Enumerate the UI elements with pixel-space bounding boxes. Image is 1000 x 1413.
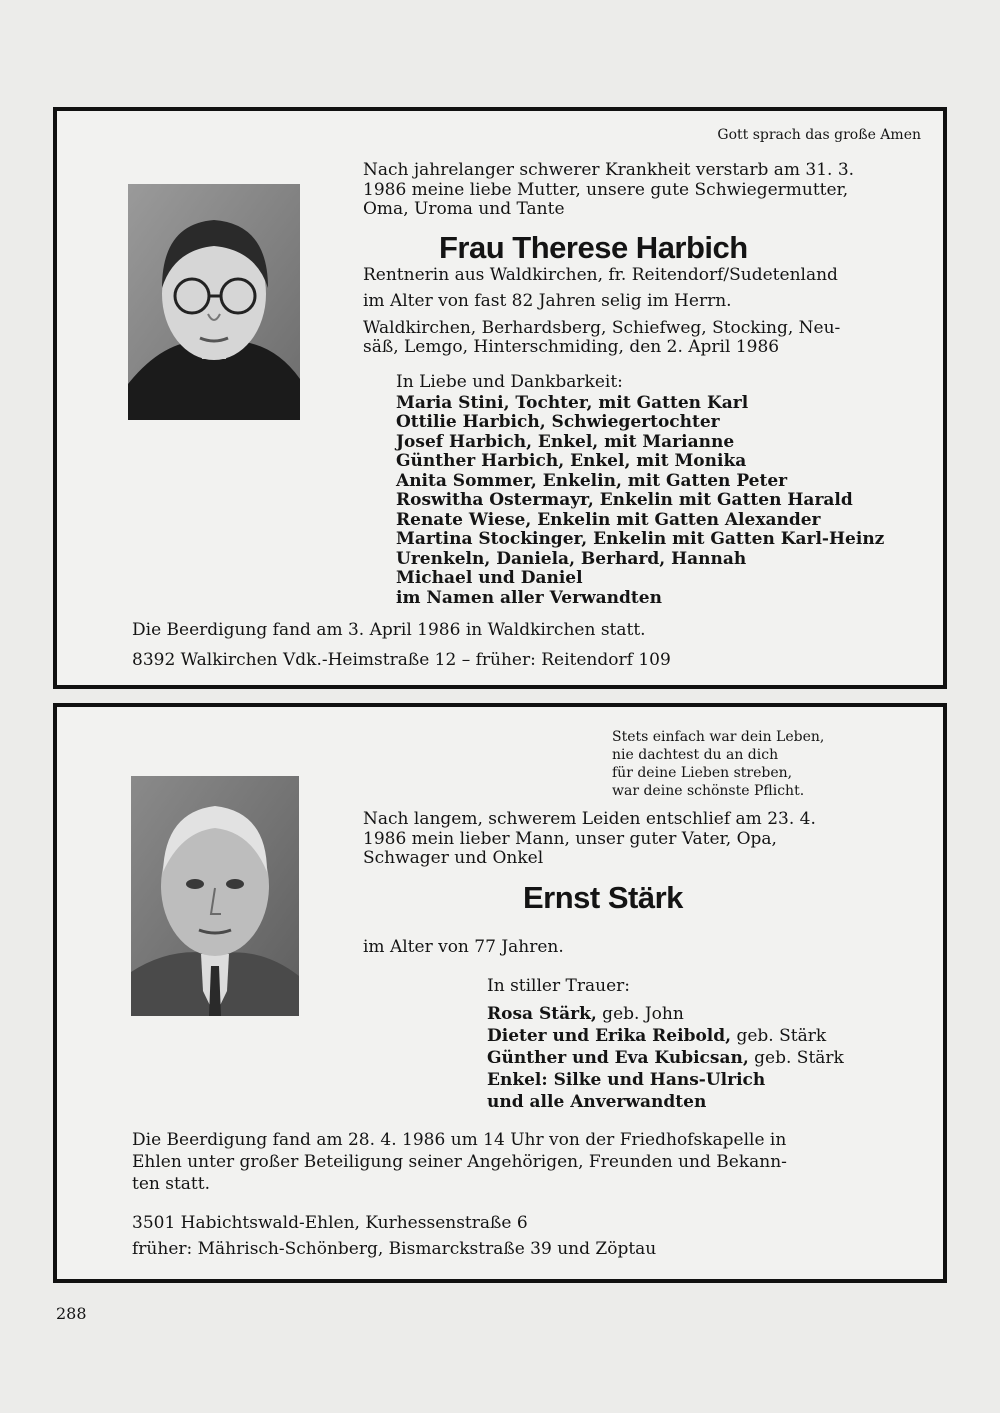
funeral-info: ten statt. bbox=[132, 1174, 211, 1194]
mourners-heading: In stiller Trauer: bbox=[487, 976, 630, 996]
funeral-info: Die Beerdigung fand am 3. April 1986 in Waldkirchen statt. bbox=[132, 620, 646, 640]
mourner-line: Renate Wiese, Enkelin mit Gatten Alexander bbox=[396, 510, 821, 530]
deceased-name: Ernst Stärk bbox=[523, 880, 683, 915]
intro-line: Oma, Uroma und Tante bbox=[363, 199, 565, 219]
mourner-line: Josef Harbich, Enkel, mit Marianne bbox=[396, 432, 735, 452]
detail-line: im Alter von fast 82 Jahren selig im Herrn. bbox=[363, 291, 732, 311]
obituary-notice-harbich bbox=[53, 107, 947, 689]
mourner-line: Anita Sommer, Enkelin, mit Gatten Peter bbox=[396, 471, 788, 491]
intro-line: Nach jahrelanger schwerer Krankheit verstarb am 31. 3. bbox=[363, 160, 855, 180]
mourner-line bbox=[487, 1049, 844, 1068]
motto: Gott sprach das große Amen bbox=[717, 127, 921, 143]
mourner-line: Michael und Daniel bbox=[396, 568, 583, 588]
mourner-line bbox=[487, 1027, 826, 1046]
obituary-notice-staerk bbox=[53, 703, 947, 1283]
mourner-name: Rosa Stärk, bbox=[487, 1004, 597, 1024]
poem-line: war deine schönste Pflicht. bbox=[612, 783, 805, 799]
mourner-name: Enkel: Silke und Hans-Ulrich bbox=[487, 1070, 766, 1090]
detail-line: säß, Lemgo, Hinterschmiding, den 2. April 1986 bbox=[363, 337, 780, 357]
poem-line: nie dachtest du an dich bbox=[612, 747, 779, 763]
mourner-line: Martina Stockinger, Enkelin mit Gatten Karl-Heinz bbox=[396, 529, 885, 549]
address: 8392 Walkirchen Vdk.-Heimstraße 12 – früher: Reitendorf 109 bbox=[132, 650, 671, 670]
detail-line: Waldkirchen, Berhardsberg, Schiefweg, Stocking, Neu- bbox=[363, 318, 841, 338]
mourners-heading: In Liebe und Dankbarkeit: bbox=[396, 372, 623, 392]
portrait-photo bbox=[128, 184, 300, 420]
mourner-line: Ottilie Harbich, Schwiegertochter bbox=[396, 412, 720, 432]
mourner-line: Maria Stini, Tochter, mit Gatten Karl bbox=[396, 393, 749, 413]
page-number: 288 bbox=[56, 1304, 87, 1323]
funeral-info: Die Beerdigung fand am 28. 4. 1986 um 14 Uhr von der Friedhofskapelle in bbox=[132, 1130, 787, 1150]
portrait-photo bbox=[131, 776, 299, 1016]
intro-line: Schwager und Onkel bbox=[363, 848, 544, 868]
detail-line: Rentnerin aus Waldkirchen, fr. Reitendorf/Sudetenland bbox=[363, 265, 838, 285]
mourner-line bbox=[487, 1005, 684, 1024]
address: früher: Mährisch-Schönberg, Bismarckstraße 39 und Zöptau bbox=[132, 1239, 657, 1259]
mourner-suffix: geb. Stärk bbox=[748, 1048, 844, 1068]
mourner-name: Dieter und Erika Reibold, bbox=[487, 1026, 732, 1046]
portrait-woman-icon bbox=[128, 184, 300, 420]
mourner-suffix: geb. John bbox=[596, 1004, 684, 1024]
deceased-name: Frau Therese Harbich bbox=[439, 230, 748, 265]
mourner-line bbox=[487, 1071, 765, 1090]
intro-line: 1986 meine liebe Mutter, unsere gute Schwiegermutter, bbox=[363, 180, 849, 200]
funeral-info: Ehlen unter großer Beteiligung seiner Angehörigen, Freunden und Bekann- bbox=[132, 1152, 787, 1172]
poem-line: Stets einfach war dein Leben, bbox=[612, 729, 825, 745]
mourner-line: Roswitha Ostermayr, Enkelin mit Gatten Harald bbox=[396, 490, 853, 510]
address: 3501 Habichtswald-Ehlen, Kurhessenstraße 6 bbox=[132, 1213, 528, 1233]
intro-line: 1986 mein lieber Mann, unser guter Vater, Opa, bbox=[363, 829, 777, 849]
mourner-line: Günther Harbich, Enkel, mit Monika bbox=[396, 451, 747, 471]
mourner-line bbox=[487, 1093, 706, 1112]
age-line: im Alter von 77 Jahren. bbox=[363, 937, 564, 957]
mourner-suffix: geb. Stärk bbox=[731, 1026, 827, 1046]
portrait-man-icon bbox=[131, 776, 299, 1016]
mourner-name: und alle Anverwandten bbox=[487, 1092, 707, 1112]
mourner-line: Urenkeln, Daniela, Berhard, Hannah bbox=[396, 549, 747, 569]
intro-line: Nach langem, schwerem Leiden entschlief am 23. 4. bbox=[363, 809, 816, 829]
mourner-line: im Namen aller Verwandten bbox=[396, 588, 662, 608]
mourner-name: Günther und Eva Kubicsan, bbox=[487, 1048, 749, 1068]
poem-line: für deine Lieben streben, bbox=[612, 765, 793, 781]
